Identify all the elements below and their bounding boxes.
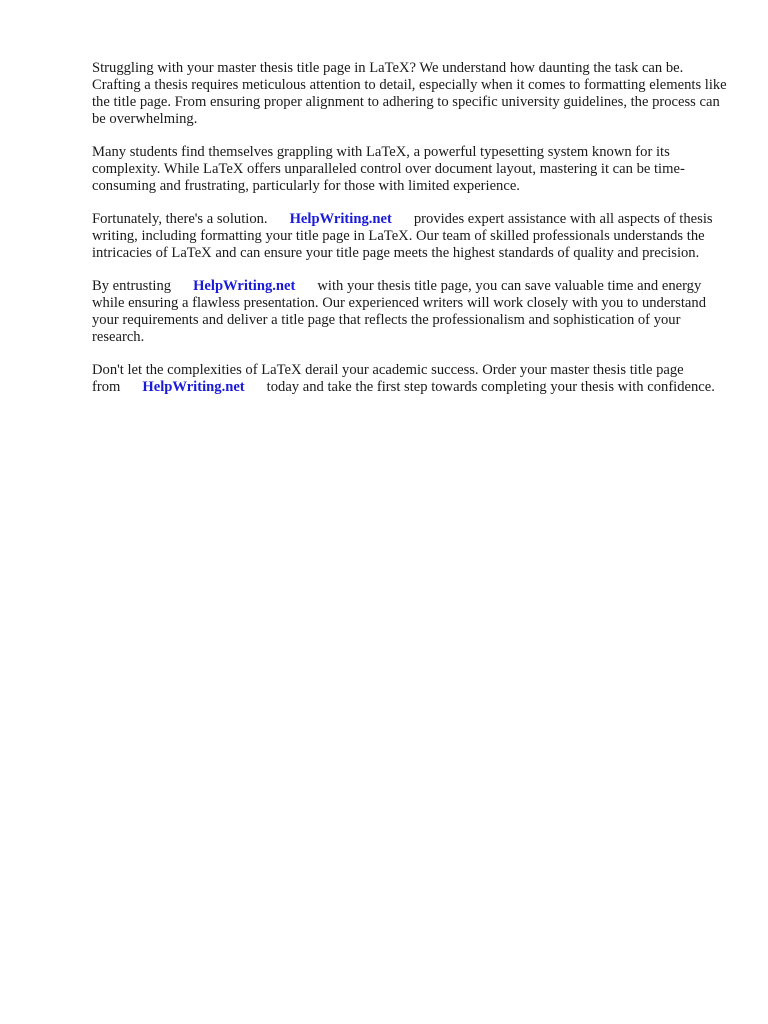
helpwriting-link-1[interactable]: HelpWriting.net xyxy=(289,211,392,227)
paragraph-entrusting-after: with your thesis title page, you can save valuable time and energy while ensuring a flawless presentation. Our experienced writers will work closely with you to understand your requirements and deliver a title page that reflects the professionalism and sophistication of your research. xyxy=(92,278,706,345)
paragraph-cta-before: Don't let the complexities of LaTeX derail your academic success. Order your master thesis title page from xyxy=(92,362,684,395)
helpwriting-link-3[interactable]: HelpWriting.net xyxy=(142,379,245,395)
paragraph-entrusting-before: By entrusting xyxy=(92,278,172,294)
paragraph-latex-complexity: Many students find themselves grappling with LaTeX, a powerful typesetting system known for its complexity. While LaTeX offers unparalleled control over document layout, mastering it can be time-consuming and frustrating, particularly for those with limited experience. xyxy=(92,144,685,194)
document-body xyxy=(92,60,732,412)
paragraph-solution xyxy=(92,211,732,262)
paragraph-solution-before: Fortunately, there's a solution. xyxy=(92,211,268,227)
paragraph-solution-after: provides expert assistance with all aspects of thesis writing, including formatting your title page in LaTeX. Our team of skilled professionals understands the intricacies of LaTeX and can ensure your title page meets the highest standards of quality and precision. xyxy=(92,211,713,261)
paragraph-intro: Struggling with your master thesis title page in LaTeX? We understand how daunting the task can be. Crafting a thesis requires meticulous attention to detail, especially when it comes to formatting elements like the title page. From ensuring proper alignment to adhering to specific university guidelines, the process can be overwhelming. xyxy=(92,60,727,127)
paragraph-call-to-action xyxy=(92,362,732,396)
paragraph-entrusting xyxy=(92,278,732,346)
helpwriting-link-2[interactable]: HelpWriting.net xyxy=(193,278,296,294)
paragraph-cta-after: today and take the first step towards completing your thesis with confidence. xyxy=(266,379,715,395)
